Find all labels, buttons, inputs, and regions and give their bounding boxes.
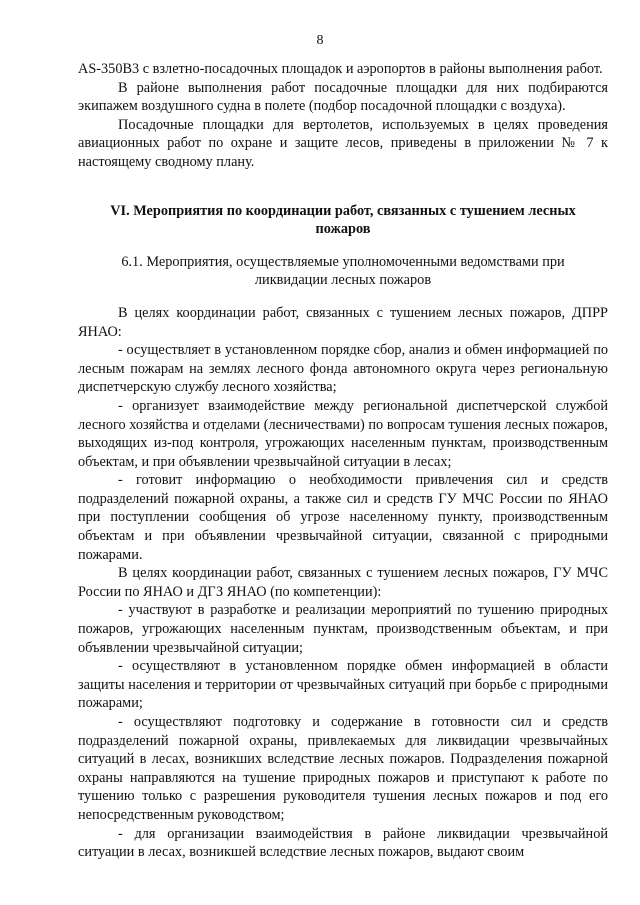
paragraph: AS-350B3 с взлетно-посадочных площадок и аэропортов в районы выполнения работ. [78, 61, 603, 77]
paragraph: В целях координации работ, связанных с тушением лесных пожаров, ГУ МЧС России по ЯНАО и ДГЗ ЯНАО (по компетенции): [78, 565, 608, 600]
list-item: - организует взаимодействие между региональной диспетчерской службой лесного хозяйства и отделами (лесничествами) по вопросам тушения лесных пожаров, выходящих из-под контроля, угрожающих населенным пунктам, производственным объектам, и при объявлении чрезвычайной ситуации в лесах; [78, 397, 608, 470]
list-item: - осуществляют в установленном порядке обмен информацией в области защиты населения и территории от чрезвычайных ситуаций при борьбе с природными пожарами; [78, 658, 608, 712]
paragraph: В целях координации работ, связанных с тушением лесных пожаров, ДПРР ЯНАО: [78, 304, 608, 340]
section-title: VI. Мероприятия по координации работ, связанных с тушением лесных пожаров [110, 202, 576, 238]
document-body [78, 60, 608, 862]
list-item: - осуществляют подготовку и содержание в готовности сил и средств подразделений пожарной охраны, привлекаемых для ликвидации чрезвычайных ситуаций в лесах, возникших вследствие лесных пожаров. Подразделения пожарной охраны направляются на тушение природных пожаров и приступают к работе по тушению только с разрешения руководителя тушения лесных пожаров и под его непосредственным руководством; [78, 714, 608, 823]
paragraph: В районе выполнения работ посадочные площадки для них подбираются экипажем воздушного судна в полете (подбор посадочной площадки с воздуха). [78, 79, 608, 115]
list-item: - участвуют в разработке и реализации мероприятий по тушению природных пожаров, угрожающих населенным пунктам, производственным объектам, и при объявлении чрезвычайной ситуации; [78, 602, 608, 656]
list-item: - готовит информацию о необходимости привлечения сил и средств подразделений пожарной охраны, а также сил и средств ГУ МЧС России по ЯНАО при поступлении сообщения об угрозе населенному пункту, производственным объектам и при объявлении чрезвычайной ситуации, связанной с природными пожарами. [78, 472, 608, 563]
list-item: - осуществляет в установленном порядке сбор, анализ и обмен информацией по лесным пожарам на землях лесного фонда автономного округа через региональную диспетчерскую службу лесного хозяйства; [78, 342, 608, 396]
page-number: 8 [316, 33, 324, 48]
subsection-title: 6.1. Мероприятия, осуществляемые уполномоченными ведомствами при ликвидации лесных пожаров [121, 253, 565, 289]
paragraph: Посадочные площадки для вертолетов, используемых в целях проведения авиационных работ по охране и защите лесов, приведены в приложении № 7 к настоящему сводному плану. [78, 116, 608, 170]
list-item: - для организации взаимодействия в районе ликвидации чрезвычайной ситуации в лесах, возникшей вследствие лесных пожаров, выдают своим [78, 825, 608, 861]
